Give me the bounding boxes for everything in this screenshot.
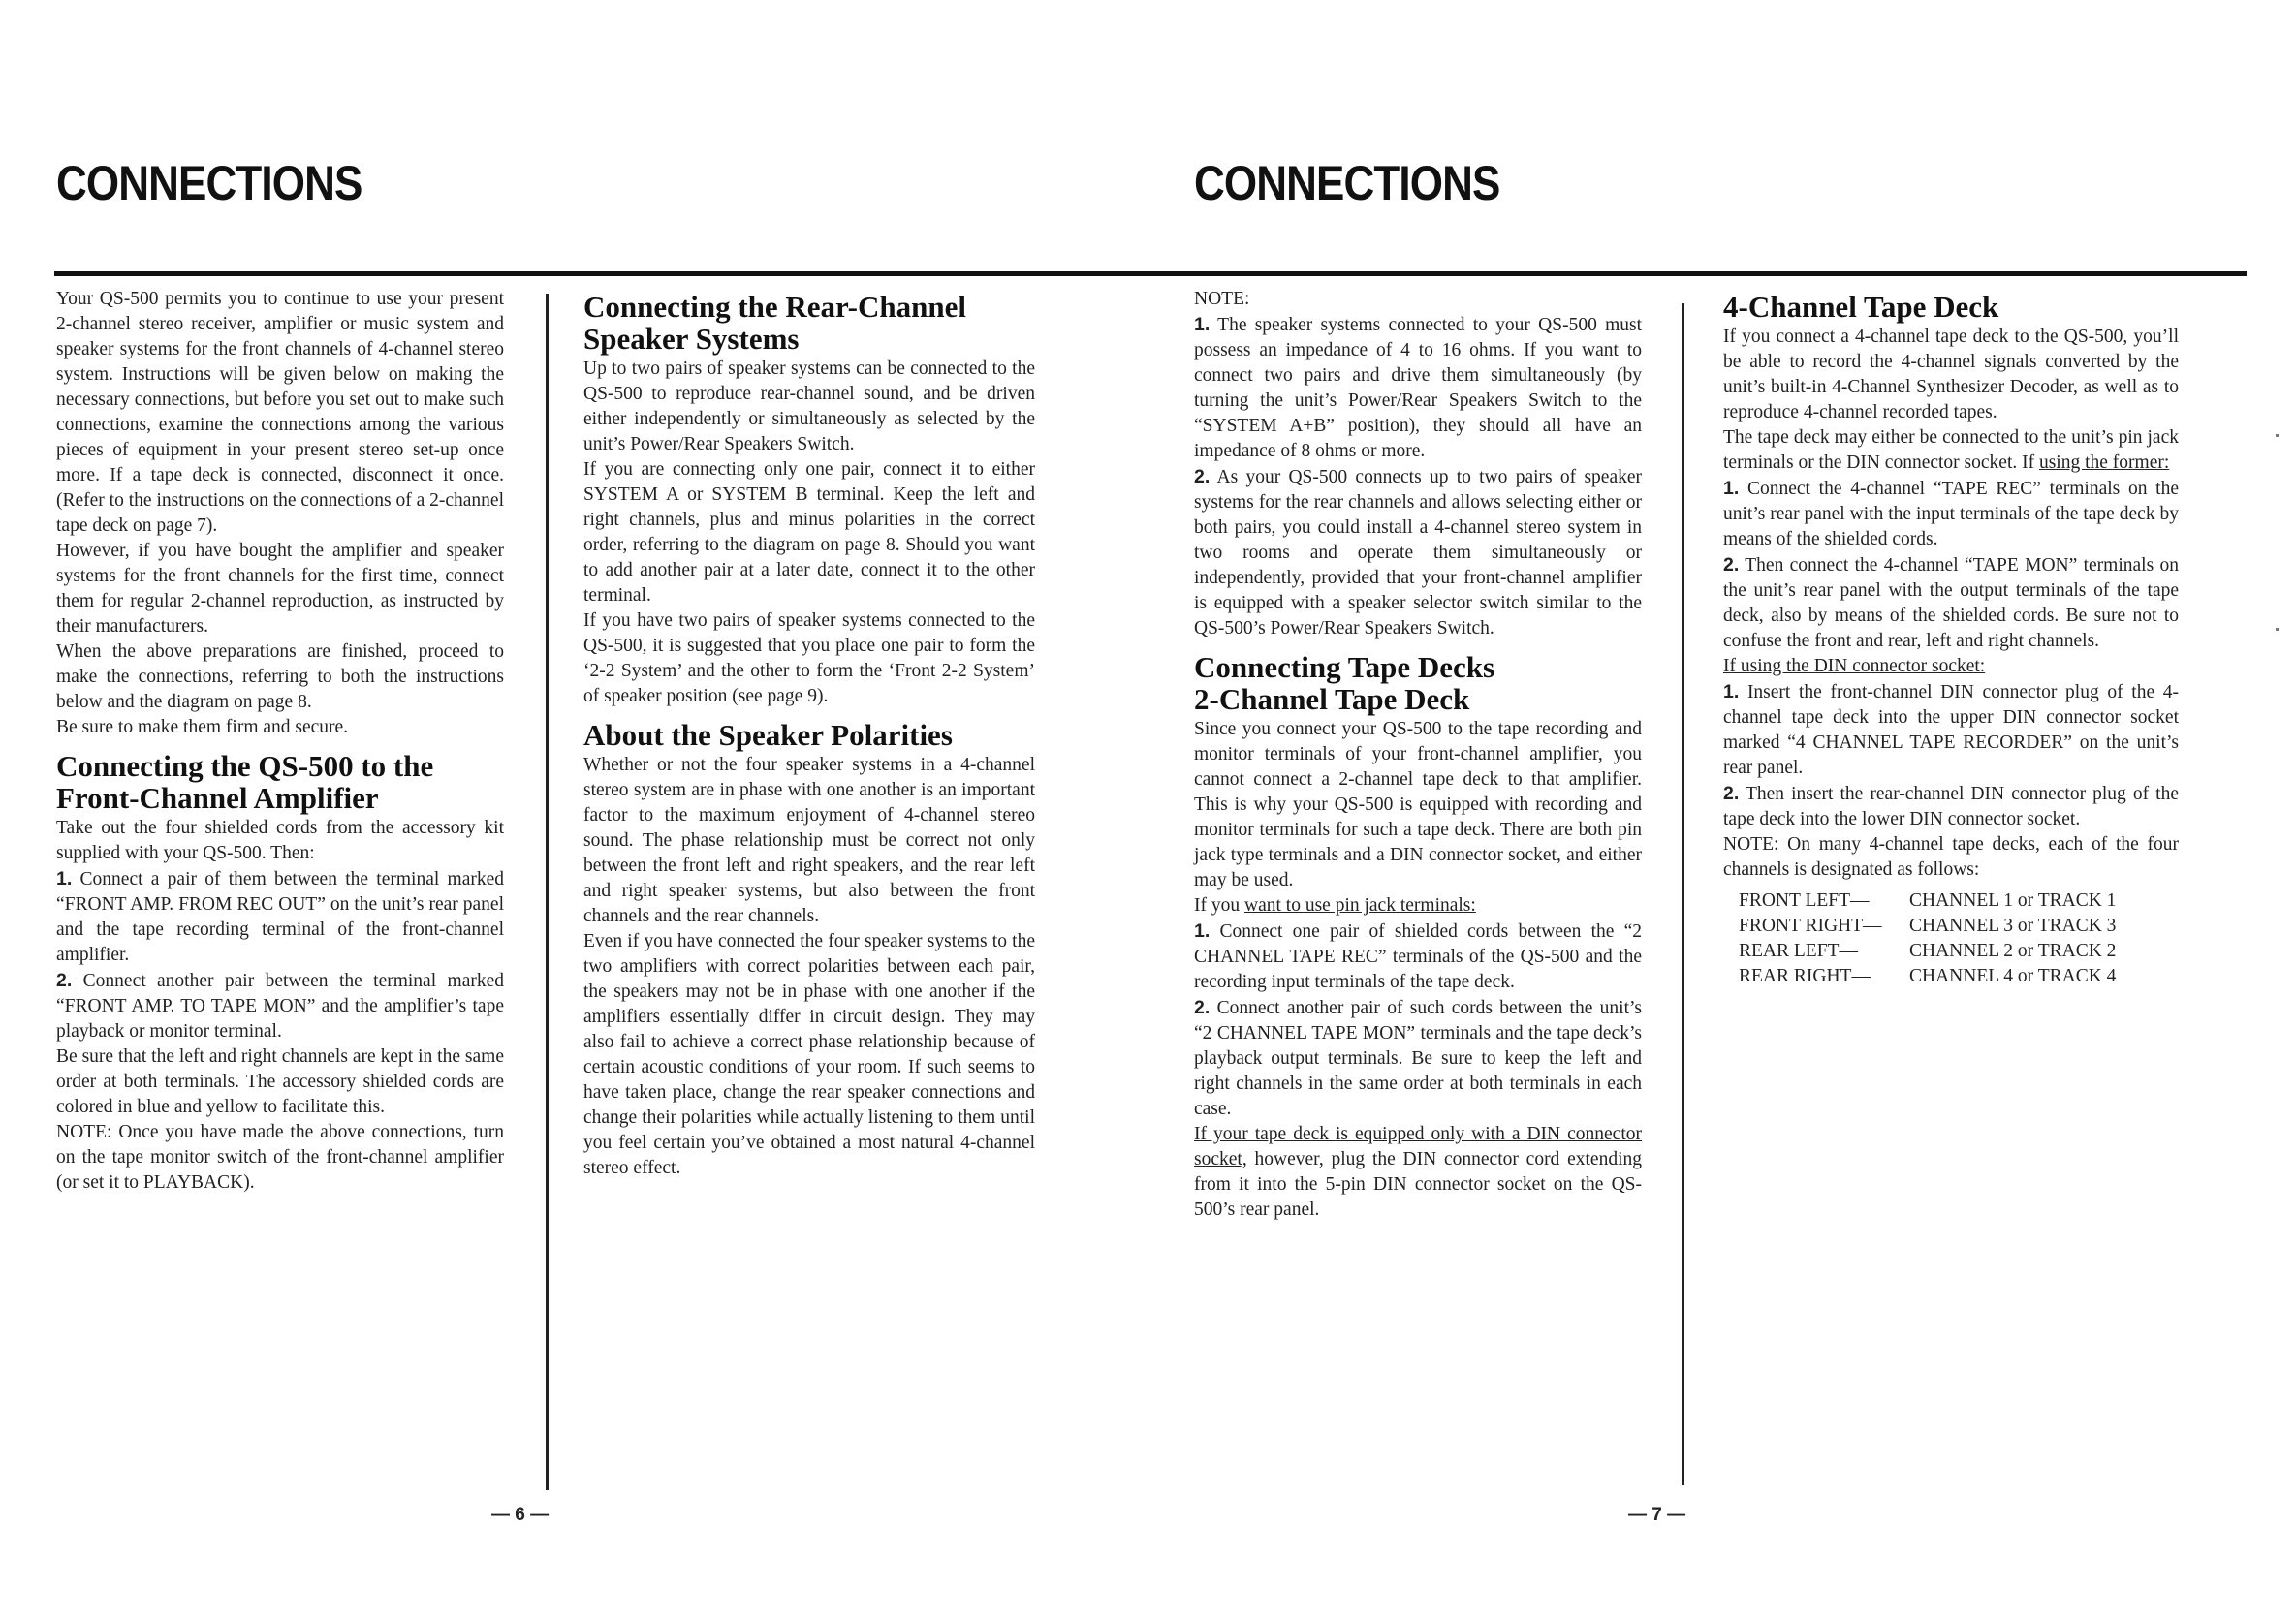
step-number: 2.	[56, 970, 73, 991]
body-paragraph	[1723, 425, 2179, 476]
subsection-lead	[1723, 654, 2179, 679]
step-number: 1.	[1723, 681, 1740, 702]
body-paragraph: Up to two pairs of speaker systems can be connected to the QS-500 to reproduce rear-channel sound, and be driven either independently or simultaneously as selected by the unit’s Power/Rear Speakers Switch.	[583, 358, 1035, 454]
section-heading-polarities: About the Speaker Polarities	[583, 718, 953, 752]
step-number: 1.	[1194, 920, 1211, 942]
step-text: Then connect the 4-channel “TAPE MON” terminals on the unit’s rear panel with the output terminals of the tape deck, also by means of the shielded cords. Be sure not to confuse the front and rear, left and right channels.	[1723, 555, 2179, 651]
table-row	[1739, 939, 2116, 964]
body-paragraph: If you have two pairs of speaker systems connected to the QS-500, it is suggested that you place one pair to form the ‘2-2 System’ and the other to form the ‘Front 2-2 System’ of speaker position (see page 9).	[583, 610, 1035, 706]
lead-underlined: If using the DIN connector socket:	[1723, 656, 1986, 676]
note-item	[1194, 464, 1642, 641]
section-heading-front-amp: Connecting the QS-500 to the Front-Channel Amplifier	[56, 749, 434, 815]
body-paragraph: Even if you have connected the four speaker systems to the two amplifiers with correct polarities between each pair, the speakers may not be in phase with one another if the amplifiers essentially differ in circuit design. They may also fail to achieve a correct phase relationship because of certain acoustic conditions of your room. If such seems to have taken place, change the rear speaker connections and change their polarities while actually listening to them until you feel certain you’ve obtained a most natural 4-channel stereo effect.	[583, 931, 1035, 1178]
step-text: Insert the front-channel DIN connector plug of the 4-channel tape deck into the upper DIN connector socket marked “4 CHANNEL TAPE RECORDER” on the unit’s rear panel.	[1723, 682, 2180, 778]
note-number: 2.	[1194, 466, 1211, 487]
note-item	[1194, 312, 1642, 464]
note-label: NOTE:	[56, 1122, 112, 1142]
body-paragraph: Be sure that the left and right channels are kept in the same order at both terminals. The accessory shielded cords are colored in blue and yellow to facilitate this.	[56, 1046, 504, 1117]
note-text: On many 4-channel tape decks, each of the four channels is designated as follows:	[1723, 834, 2179, 880]
body-paragraph: If you connect a 4-channel tape deck to the QS-500, you’ll be able to record the 4-channel signals converted by the unit’s built-in 4-Channel Synthesizer Decoder, as well as to reproduce 4-channel recorded tapes.	[1723, 327, 2179, 422]
column-divider	[546, 294, 549, 1490]
din-underlined: If your tape deck is equipped only with a DIN connector socket,	[1194, 1124, 1642, 1169]
note-label: NOTE:	[1194, 289, 1250, 309]
table-row	[1739, 888, 2116, 914]
channel-assignment: CHANNEL 1 or TRACK 1	[1909, 890, 2117, 911]
step-number: 1.	[56, 868, 73, 889]
step-item	[1194, 919, 1642, 995]
step-item	[1723, 476, 2179, 552]
channel-position: REAR RIGHT—	[1739, 966, 1871, 986]
channel-assignment: CHANNEL 3 or TRACK 3	[1909, 916, 2117, 936]
channel-assignment-table	[1739, 888, 2116, 989]
step-number: 1.	[1723, 478, 1740, 499]
column-divider	[1682, 303, 1684, 1485]
subsection-lead	[1194, 893, 1642, 919]
channel-position: FRONT LEFT—	[1739, 890, 1870, 911]
note-label: NOTE:	[1723, 834, 1779, 855]
note-paragraph	[1723, 832, 2179, 883]
lead-underlined: using the former:	[2038, 452, 2170, 473]
column-2	[583, 287, 1035, 1181]
column-4	[1723, 287, 2179, 989]
lead-underlined: want to use pin jack terminals:	[1244, 895, 1476, 916]
intro-paragraph: However, if you have bought the amplifier and speaker systems for the front channels for the first time, connect them for regular 2-channel reproduction, as instructed by their manufacturers.	[56, 541, 504, 637]
scan-mark	[2276, 434, 2279, 437]
column-3	[1194, 287, 1642, 1223]
channel-assignment: CHANNEL 2 or TRACK 2	[1909, 941, 2117, 961]
body-paragraph: Whether or not the four speaker systems in a 4-channel stereo system are in phase with one another is an important factor to the maximum enjoyment of 4-channel stereo sound. The phase relationship must be correct not only between the front left and right speakers, and the rear left and right speaker systems, but also between the front channels and the rear channels.	[583, 755, 1035, 926]
channel-assignment: CHANNEL 4 or TRACK 4	[1909, 966, 2117, 986]
intro-paragraph: Your QS-500 permits you to continue to use your present 2-channel stereo receiver, amplifier or music system and speaker systems for the front channels of 4-channel stereo system. Instructions will be given below on making the necessary connections, but before you set out to make such connections, examine the connections among the various pieces of equipment in your present stereo set-up once more. If a tape deck is connected, disconnect it once. (Refer to the instructions on the connections of a 2-channel tape deck on page 7).	[56, 289, 504, 536]
scan-mark	[2276, 628, 2279, 631]
page-title-left: CONNECTIONS	[56, 156, 362, 210]
table-row	[1739, 964, 2116, 989]
channel-position: FRONT RIGHT—	[1739, 916, 1882, 936]
note-number: 1.	[1194, 314, 1211, 335]
section-heading-4ch-tape-deck: 4-Channel Tape Deck	[1723, 290, 1999, 324]
step-text: Connect another pair of such cords between the unit’s “2 CHANNEL TAPE MON” terminals and the tape deck’s playback output terminals. Be sure to keep the left and right channels in the same order at both terminals in each case.	[1194, 998, 1642, 1119]
body-paragraph: Take out the four shielded cords from the accessory kit supplied with your QS-500. Then:	[56, 818, 504, 863]
step-text: Connect the 4-channel “TAPE REC” terminals on the unit’s rear panel with the input terminals of the tape deck by means of the shielded cords.	[1723, 479, 2179, 549]
page-number-left: — 6 —	[491, 1505, 550, 1525]
body-paragraph	[1194, 1122, 1642, 1223]
step-item	[1194, 995, 1642, 1122]
section-heading-2ch-tape-deck: 2-Channel Tape Deck	[1194, 682, 1470, 716]
body-paragraph: Since you connect your QS-500 to the tape recording and monitor terminals of your front-channel amplifier, you cannot connect a 2-channel tape deck to that amplifier. This is why your QS-500 is equipped with recording and monitor terminals for such a tape deck. There are both pin jack type terminals and a DIN connector socket, and either may be used.	[1194, 719, 1642, 890]
step-item	[1723, 679, 2179, 781]
intro-paragraph: When the above preparations are finished, proceed to make the connections, referring to both the instructions below and the diagram on page 8.	[56, 641, 504, 712]
step-item	[1723, 552, 2179, 654]
section-heading-tape-decks: Connecting Tape Decks	[1194, 650, 1495, 684]
step-text: Connect another pair between the terminal marked “FRONT AMP. TO TAPE MON” and the amplifier’s tape playback or monitor terminal.	[56, 971, 504, 1042]
step-number: 2.	[1723, 554, 1740, 576]
channel-position: REAR LEFT—	[1739, 941, 1858, 961]
header-rule	[54, 271, 2247, 276]
note-text: Once you have made the above connections, turn on the tape monitor switch of the front-channel amplifier (or set it to PLAYBACK).	[56, 1122, 504, 1193]
step-number: 2.	[1194, 997, 1211, 1018]
din-text: however, plug the DIN connector cord extending from it into the 5-pin DIN connector socket on the QS-500’s rear panel.	[1194, 1149, 1642, 1220]
step-text: Then insert the rear-channel DIN connector plug of the tape deck into the lower DIN connector socket.	[1723, 784, 2179, 829]
step-text: Connect a pair of them between the terminal marked “FRONT AMP. FROM REC OUT” on the unit’s rear panel and the tape recording terminal of the front-channel amplifier.	[56, 869, 504, 965]
step-item	[1723, 781, 2179, 832]
lead-text: If you	[1194, 895, 1244, 916]
step-text: Connect one pair of shielded cords between the “2 CHANNEL TAPE REC” terminals of the QS-500 and the recording input terminals of the tape deck.	[1194, 921, 1642, 992]
table-row	[1739, 914, 2116, 939]
body-paragraph: If you are connecting only one pair, connect it to either SYSTEM A or SYSTEM B terminal. Keep the left and right channels, plus and minus polarities in the correct order, referring to the diagram on page 8. Should you want to add another pair at a later date, connect it to the other terminal.	[583, 459, 1035, 606]
step-item	[56, 968, 504, 1044]
note-text: The speaker systems connected to your QS-500 must possess an impedance of 4 to 16 ohms. If you want to connect two pairs and drive them simultaneously (by turning the unit’s Power/Rear Speakers Switch to the “SYSTEM A+B” position), they should all have an impedance of 8 ohms or more.	[1194, 315, 1642, 461]
column-1	[56, 287, 504, 1196]
body-text: The tape deck may either be connected to the unit’s pin jack terminals or the DIN connector socket. If	[1723, 427, 2179, 473]
note-text: As your QS-500 connects up to two pairs of speaker systems for the rear channels and allows selecting either or both pairs, you could install a 4-channel stereo system in two rooms and operate them simultaneously or independently, provided that your front-channel amplifier is equipped with a speaker selector switch similar to the QS-500’s Power/Rear Speakers Switch.	[1194, 467, 1642, 639]
step-number: 2.	[1723, 783, 1740, 804]
note-paragraph	[56, 1120, 504, 1196]
page-number-right: — 7 —	[1628, 1505, 1686, 1525]
section-heading-rear-speakers: Connecting the Rear-Channel Speaker Systems	[583, 290, 966, 356]
page-title-right: CONNECTIONS	[1194, 156, 1500, 210]
intro-paragraph: Be sure to make them firm and secure.	[56, 717, 349, 737]
step-item	[56, 866, 504, 968]
